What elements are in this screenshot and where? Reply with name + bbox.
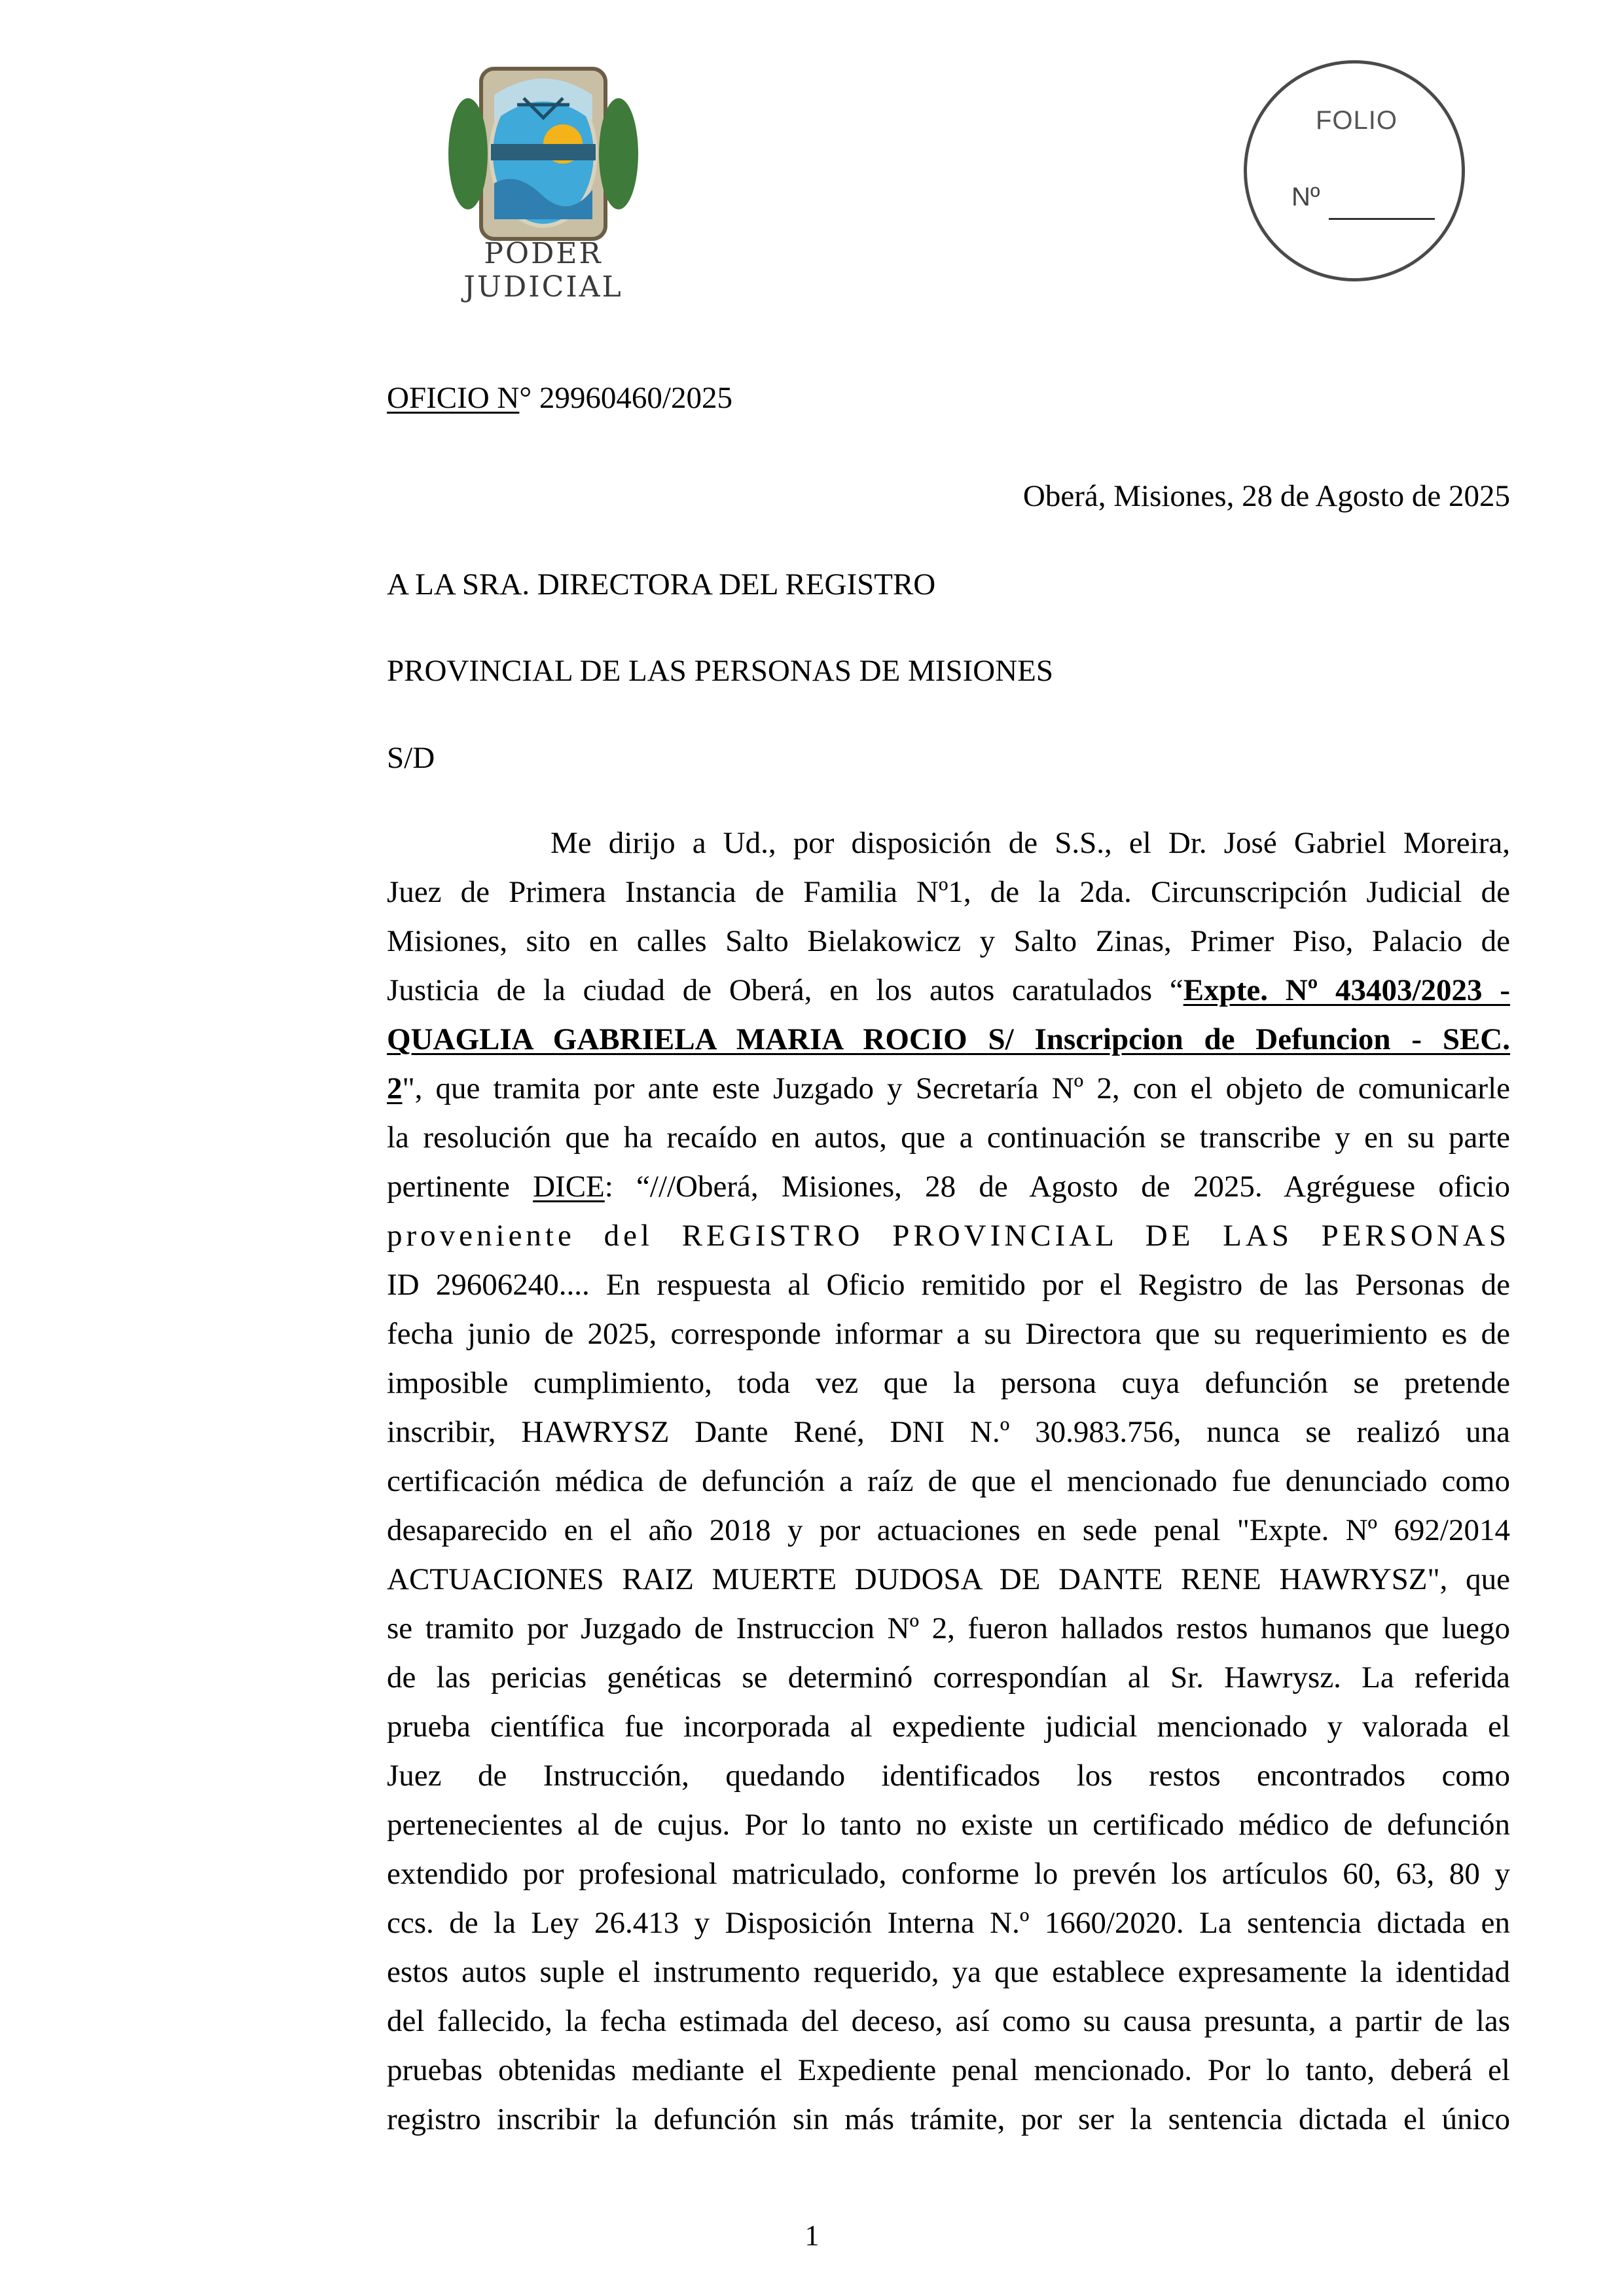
poder-judicial-label: PODER JUDICIAL — [463, 237, 623, 304]
body-line — [387, 1168, 1510, 1205]
body-line: registro inscribir la defunción sin más trámite, por ser la sentencia dictada el único — [387, 2102, 1510, 2136]
addressee-line-3: S/D — [387, 741, 435, 775]
oficio-number — [387, 380, 1510, 416]
body-line: Me dirijo a Ud., por disposición de S.S., el Dr. José Gabriel Moreira, — [550, 826, 1510, 860]
body-line: proveniente del REGISTRO PROVINCIAL DE LAS PERSONAS — [387, 1219, 1510, 1253]
body-text: : “///Oberá, Misiones, 28 de Agosto de 2025. Agréguese oficio — [604, 1170, 1510, 1204]
folio-number-blank — [1329, 218, 1435, 220]
body-line: de las pericias genéticas se determinó correspondían al Sr. Hawrysz. La referida — [387, 1660, 1510, 1695]
body-line: fecha junio de 2025, corresponde informar a su Directora que su requerimiento es de — [387, 1317, 1510, 1351]
body-line: pertenecientes al de cujus. Por lo tanto no existe un certificado médico de defunción — [387, 1808, 1510, 1842]
body-line: prueba científica fue incorporada al expediente judicial mencionado y valorada el — [387, 1710, 1510, 1744]
oficio-degree: ° — [519, 381, 532, 415]
folio-number-label: Nº — [1291, 183, 1320, 211]
page-number: 1 — [804, 2219, 820, 2251]
body-line: ccs. de la Ley 26.413 y Disposición Interna N.º 1660/2020. La sentencia dictada en — [387, 1906, 1510, 1940]
folio-label: FOLIO — [1316, 106, 1398, 135]
body-line: ID 29606240.... En respuesta al Oficio remitido por el Registro de las Personas de — [387, 1268, 1510, 1302]
body-line: Juez de Primera Instancia de Familia Nº1, de la 2da. Circunscripción Judicial de — [387, 875, 1510, 909]
case-reference: 2 — [387, 1071, 403, 1105]
body-line: se tramito por Juzgado de Instruccion Nº 2, fueron hallados restos humanos que luego — [387, 1611, 1510, 1645]
folio-stamp — [1244, 60, 1465, 281]
body-line: estos autos suple el instrumento requerido, ya que establece expresamente la identidad — [387, 1955, 1510, 1989]
body-line: ACTUACIONES RAIZ MUERTE DUDOSA DE DANTE RENE HAWRYSZ", que — [387, 1562, 1510, 1596]
addressee-line-2: PROVINCIAL DE LAS PERSONAS DE MISIONES — [387, 654, 1053, 688]
case-reference: Expte. Nº 43403/2023 - — [1183, 973, 1511, 1007]
place-date: Oberá, Misiones, 28 de Agosto de 2025 — [1022, 479, 1510, 513]
addressee-line-1: A LA SRA. DIRECTORA DEL REGISTRO — [387, 567, 936, 601]
body-text: pertinente — [387, 1170, 533, 1204]
body-line: desaparecido en el año 2018 y por actuaciones en sede penal "Expte. Nº 692/2014 — [387, 1513, 1510, 1547]
body-line — [387, 972, 1510, 1009]
body-line: imposible cumplimiento, toda vez que la persona cuya defunción se pretende — [387, 1366, 1510, 1400]
body-line: certificación médica de defunción a raíz de que el mencionado fue denunciado como — [387, 1464, 1510, 1498]
body-line: inscribir, HAWRYSZ Dante René, DNI N.º 30.983.756, nunca se realizó una — [387, 1415, 1510, 1449]
body-line — [387, 1070, 1510, 1107]
body-line: pruebas obtenidas mediante el Expediente penal mencionado. Por lo tanto, deberá el — [387, 2053, 1510, 2087]
body-line: la resolución que ha recaído en autos, que a continuación se transcribe y en su parte — [387, 1121, 1510, 1155]
body-line: del fallecido, la fecha estimada del deceso, así como su causa presunta, a partir de las — [387, 2004, 1510, 2038]
body-text: Justicia de la ciudad de Oberá, en los autos caratulados “ — [387, 973, 1183, 1007]
oficio-label: OFICIO N — [387, 381, 520, 415]
case-reference: QUAGLIA GABRIELA MARIA ROCIO S/ Inscripcion de Defuncion - SEC. — [387, 1022, 1510, 1056]
body-line: Misiones, sito en calles Salto Bielakowicz y Salto Zinas, Primer Piso, Palacio de — [387, 924, 1510, 958]
body-text: ", que tramita por ante este Juzgado y Secretaría Nº 2, con el objeto de comunicarle — [402, 1071, 1510, 1105]
dice-label: DICE — [533, 1170, 605, 1204]
oficio-value: 29960460/2025 — [532, 381, 732, 415]
body-line: extendido por profesional matriculado, conforme lo prevén los artículos 60, 63, 80 y — [387, 1857, 1510, 1891]
body-line: Juez de Instrucción, quedando identificados los restos encontrados como — [387, 1759, 1510, 1793]
